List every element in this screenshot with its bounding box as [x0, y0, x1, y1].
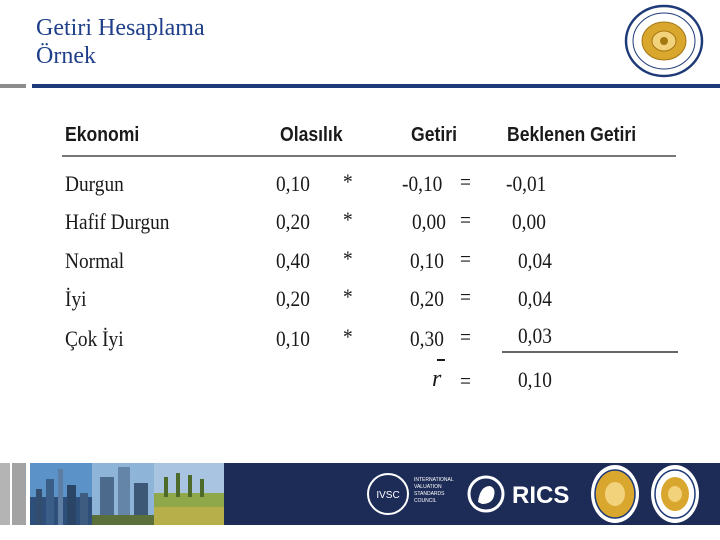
row-olasilik: 0,10: [276, 326, 310, 351]
title-rule-left: [0, 84, 26, 88]
ivsc-caption-line: STANDARDS: [414, 491, 445, 497]
ivsc-caption-line: VALUATION: [414, 484, 442, 490]
row-getiri: 0,10: [410, 248, 444, 273]
slide-title-line-1: Getiri Hesaplama: [36, 15, 205, 41]
rics-label: RICS: [512, 482, 570, 509]
row-getiri: 0,30: [410, 326, 444, 351]
row-equals: =: [460, 207, 471, 232]
title-rule: [32, 84, 720, 88]
total-expected-return: 0,10: [518, 367, 552, 392]
city-photo: [30, 463, 92, 525]
university-seal-icon: [590, 464, 640, 524]
header-beklenen-getiri: Beklenen Getiri: [507, 124, 637, 146]
header-getiri: Getiri: [411, 124, 457, 146]
row-beklenen: 0,04: [518, 248, 552, 273]
row-beklenen: 0,03: [518, 323, 552, 348]
header-divider: [62, 155, 676, 157]
slide-title-line-2: Örnek: [36, 43, 96, 69]
row-multiply: *: [343, 207, 353, 232]
slide-title: [36, 14, 205, 70]
rics-lion-icon: [466, 474, 506, 514]
ivsc-caption: [414, 477, 454, 505]
row-ekonomi: Hafif Durgun: [65, 209, 170, 234]
row-getiri: 0,20: [410, 286, 444, 311]
row-olasilik: 0,10: [276, 171, 310, 196]
expected-return-table: [62, 118, 682, 398]
university-seal-icon: [624, 4, 704, 78]
row-olasilik: 0,20: [276, 286, 310, 311]
footer-gray-block: [12, 463, 26, 525]
total-equals: =: [460, 368, 471, 393]
row-multiply: *: [343, 246, 353, 271]
row-ekonomi: İyi: [65, 286, 87, 311]
header-olasilik: Olasılık: [280, 124, 343, 146]
row-equals: =: [460, 284, 471, 309]
buildings-photo: [92, 463, 154, 525]
row-multiply: *: [343, 324, 353, 349]
footer-gray-block: [0, 463, 10, 525]
row-equals: =: [460, 169, 471, 194]
row-beklenen: -0,01: [506, 171, 547, 196]
row-getiri: 0,00: [412, 209, 446, 234]
row-olasilik: 0,40: [276, 248, 310, 273]
row-ekonomi: Normal: [65, 248, 125, 273]
sum-divider: [502, 351, 678, 353]
field-photo: [154, 463, 224, 525]
row-multiply: *: [343, 169, 353, 194]
row-beklenen: 0,00: [512, 209, 546, 234]
row-multiply: *: [343, 284, 353, 309]
row-equals: =: [460, 324, 471, 349]
row-ekonomi: Çok İyi: [65, 326, 124, 351]
r-bar-overline: [437, 359, 445, 361]
ivsc-logo-text: IVSC: [376, 490, 400, 501]
expected-return-symbol: r: [432, 366, 442, 392]
row-getiri: -0,10: [402, 171, 443, 196]
row-equals: =: [460, 246, 471, 271]
ivsc-caption-line: COUNCIL: [414, 498, 437, 504]
ivsc-caption-line: INTERNATIONAL: [414, 477, 454, 483]
row-ekonomi: Durgun: [65, 171, 124, 196]
ivsc-logo: [366, 472, 410, 516]
row-beklenen: 0,04: [518, 286, 552, 311]
header-ekonomi: Ekonomi: [65, 124, 140, 146]
university-seal-icon: [650, 464, 700, 524]
row-olasilik: 0,20: [276, 209, 310, 234]
